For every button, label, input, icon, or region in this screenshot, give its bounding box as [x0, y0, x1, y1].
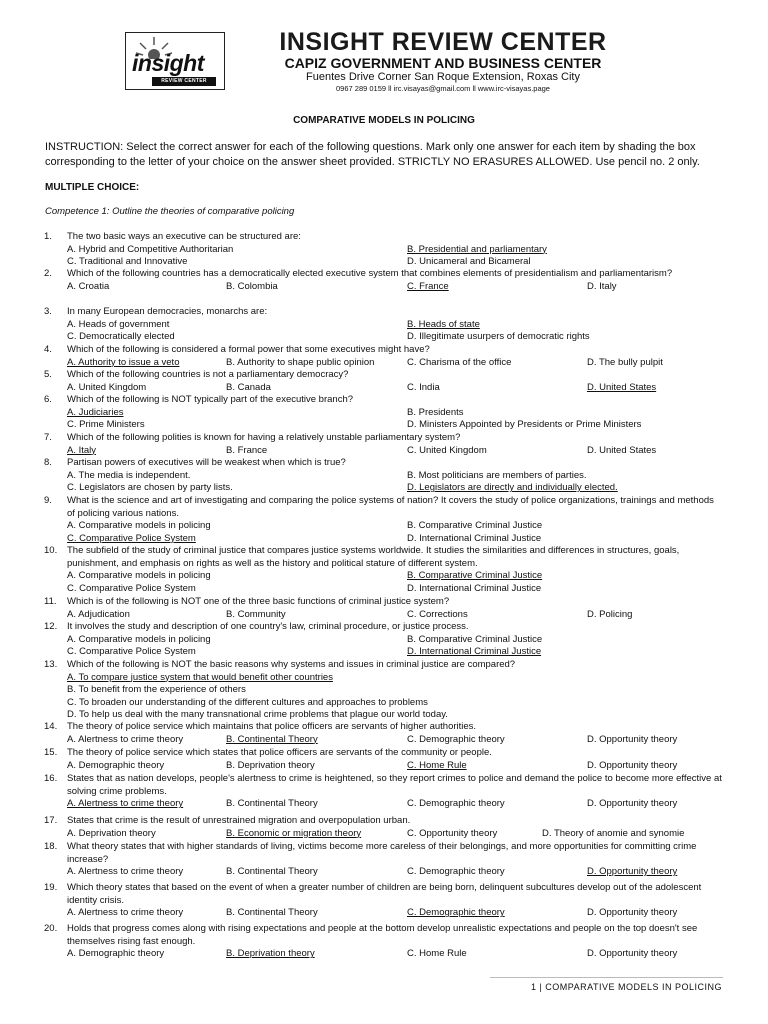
- options-row: [67, 256, 724, 269]
- answer-option: B. Continental Theory: [226, 907, 318, 919]
- answer-option: A. Croatia: [67, 280, 110, 292]
- question-number: 10.: [44, 545, 58, 556]
- answer-option: C. United Kingdom: [407, 444, 487, 456]
- options-row: [67, 533, 724, 546]
- question-stem: The subfield of the study of criminal justice that compares justice systems worldwide. It studies the similarities and differences in structures, goals, punishment, and emphasis on rights as well as the history and political stature of different system.: [67, 545, 680, 569]
- competence: Competence 1: Outline the theories of comparative policing: [45, 206, 295, 217]
- answer-option: D. Legislators are directly and individually elected.: [407, 482, 618, 494]
- question-item: [44, 747, 724, 772]
- question-stem: Which of the following is NOT the basic reasons why systems and issues in criminal justice are compared?: [67, 659, 516, 670]
- answer-option: C. Home Rule: [407, 948, 467, 960]
- org-name: INSIGHT REVIEW CENTER: [279, 28, 607, 56]
- answer-option: D. Italy: [587, 280, 617, 292]
- question-stem: Which is of the following is NOT one of the three basic functions of criminal justice system?: [67, 596, 450, 607]
- logo: [125, 32, 225, 90]
- question-number: 13.: [44, 659, 58, 670]
- options-row: [67, 907, 724, 920]
- question-stem: What theory states that with higher standards of living, victims become more careless of their belongings, and more opportunities for committing crime increase?: [67, 841, 697, 865]
- question-item: [44, 394, 724, 432]
- answer-option: B. Presidents: [407, 406, 464, 418]
- options-row: [67, 281, 724, 294]
- question-stem: Partisan powers of executives will be weakest when which is true?: [67, 457, 346, 468]
- answer-option: C. Charisma of the office: [407, 356, 512, 368]
- section-heading: MULTIPLE CHOICE:: [45, 182, 140, 193]
- answer-option: B. Colombia: [226, 280, 278, 292]
- answer-option: D. Ministers Appointed by Presidents or Prime Ministers: [407, 419, 642, 431]
- question-number: 2.: [44, 268, 52, 279]
- question-item: [44, 545, 724, 595]
- answer-option: C. Traditional and Innovative: [67, 256, 188, 268]
- answer-option: C. Comparative Police System: [67, 582, 196, 594]
- answer-option: B. Canada: [226, 381, 271, 393]
- answer-option: A. Comparative models in policing: [67, 633, 211, 645]
- answer-option: D. Opportunity theory: [587, 759, 678, 771]
- answer-option: B. Comparative Criminal Justice: [407, 520, 543, 532]
- options-row: [67, 828, 724, 841]
- answer-option: A. Demographic theory: [67, 948, 165, 960]
- options-row: [67, 470, 724, 483]
- question-stem: Holds that progress comes along with rising expectations and people at the bottom develop unrealistic expectations and people on the top doesn't see themselves rising fast enough.: [67, 923, 698, 947]
- options-row: [67, 798, 724, 811]
- answer-option: C. Demographic theory: [407, 798, 505, 810]
- question-item: [44, 841, 724, 879]
- answer-option: B. Economic or migration theory: [226, 827, 362, 839]
- answer-option: C. Opportunity theory: [407, 827, 498, 839]
- answer-option: D. Policing: [587, 608, 633, 620]
- org-address: Fuentes Drive Corner San Roque Extension, Roxas City: [306, 71, 580, 83]
- question-item: [44, 268, 724, 293]
- question-item: [44, 495, 724, 545]
- question-number: 20.: [44, 923, 58, 934]
- answer-option: B. Continental Theory: [226, 733, 318, 745]
- answer-option: A. The media is independent.: [67, 469, 191, 481]
- answer-option: A. Demographic theory: [67, 759, 165, 771]
- answer-option: A. To compare justice system that would benefit other countries: [67, 671, 333, 683]
- options-row: [67, 948, 724, 961]
- question-number: 17.: [44, 815, 58, 826]
- answer-option: B. Comparative Criminal Justice: [407, 633, 543, 645]
- question-stem: Which of the following countries is not a parliamentary democracy?: [67, 369, 349, 380]
- question-number: 18.: [44, 841, 58, 852]
- answer-option: B. Deprivation theory: [226, 759, 315, 771]
- question-item: [44, 773, 724, 811]
- question-number: 3.: [44, 306, 52, 317]
- question-item: [44, 659, 724, 722]
- answer-option: D. Opportunity theory: [587, 866, 678, 878]
- question-item: [44, 815, 724, 840]
- answer-option: A. United Kingdom: [67, 381, 147, 393]
- options-row: [67, 419, 724, 432]
- answer-option: C. Home Rule: [407, 759, 467, 771]
- options-row: [67, 319, 724, 332]
- question-stem: It involves the study and description of one country's law, criminal procedure, or justice process.: [67, 621, 469, 632]
- answer-option: D. Opportunity theory: [587, 948, 678, 960]
- org-contact: 0967 289 0159 ll irc.visayas@gmail.com ll www.irc-visayas.page: [336, 84, 550, 93]
- options-row: [67, 734, 724, 747]
- logo-subtitle: REVIEW CENTER: [152, 77, 216, 86]
- options-row: [67, 760, 724, 773]
- question-number: 11.: [44, 596, 57, 607]
- page-footer: 1 | COMPARATIVE MODELS IN POLICING: [530, 982, 722, 992]
- answer-option: D. United States: [587, 381, 657, 393]
- answer-option: A. Heads of government: [67, 318, 170, 330]
- question-item: [44, 432, 724, 457]
- answer-option: D. United States: [587, 444, 657, 456]
- options-row: [67, 520, 724, 533]
- answer-option: C. Prime Ministers: [67, 419, 145, 431]
- letterhead: [125, 28, 649, 94]
- answer-option: D. Unicameral and Bicameral: [407, 256, 531, 268]
- question-item: [44, 306, 724, 344]
- options-row: [67, 482, 724, 495]
- answer-option: B. Continental Theory: [226, 866, 318, 878]
- question-item: [44, 621, 724, 659]
- answer-option: A. Italy: [67, 444, 97, 456]
- answer-option: D. Theory of anomie and synomie: [542, 827, 685, 839]
- question-number: 16.: [44, 773, 58, 784]
- answer-option: B. Comparative Criminal Justice: [407, 570, 543, 582]
- question-stem: Which of the following polities is known for having a relatively unstable parliamentary system?: [67, 432, 461, 443]
- answer-option: A. Comparative models in policing: [67, 570, 211, 582]
- question-stem: Which of the following countries has a democratically elected executive system that combines elements of presidentialism and parliamentarism?: [67, 268, 673, 279]
- options-row: [67, 357, 724, 370]
- question-number: 12.: [44, 621, 58, 632]
- question-item: [44, 457, 724, 495]
- answer-option: C. Demographic theory: [407, 866, 505, 878]
- answer-option: B. Community: [226, 608, 286, 620]
- answer-option: D. International Criminal Justice: [407, 646, 542, 658]
- options-row: [67, 382, 724, 395]
- answer-option: A. Alertness to crime theory: [67, 733, 184, 745]
- answer-option: B. Continental Theory: [226, 798, 318, 810]
- org-subtitle: CAPIZ GOVERNMENT AND BUSINESS CENTER: [284, 55, 602, 71]
- answer-option: A. Adjudication: [67, 608, 130, 620]
- page-title: COMPARATIVE MODELS IN POLICING: [293, 115, 475, 126]
- options-row: [67, 609, 724, 622]
- question-stem: The two basic ways an executive can be structured are:: [67, 231, 301, 242]
- question-number: 7.: [44, 432, 52, 443]
- question-item: [44, 721, 724, 746]
- answer-option: B. To benefit from the experience of others: [67, 684, 246, 696]
- options-row: [67, 634, 724, 647]
- options-row: [67, 866, 724, 879]
- question-item: [44, 596, 724, 621]
- question-number: 6.: [44, 394, 52, 405]
- question-stem: Which of the following is considered a formal power that some executives might have?: [67, 344, 430, 355]
- answer-option: B. Authority to shape public opinion: [226, 356, 375, 368]
- question-stem: Which theory states that based on the event of when a greater number of children are being born, delinquent subcultures develop out of the adolescent identity crisis.: [67, 882, 702, 906]
- answer-option: A. Judiciaries: [67, 406, 124, 418]
- question-number: 4.: [44, 344, 52, 355]
- answer-option: C. India: [407, 381, 440, 393]
- answer-option: C. To broaden our understanding of the different cultures and approaches to problems: [67, 696, 428, 708]
- question-stem: States that crime is the result of unrestrained migration and overpopulation urban.: [67, 815, 411, 826]
- options-row: [67, 570, 724, 583]
- answer-option: C. Comparative Police System: [67, 532, 196, 544]
- question-number: 9.: [44, 495, 52, 506]
- question-stem: The theory of police service which states that police officers are servants of the community or people.: [67, 747, 492, 758]
- options-row: [67, 331, 724, 344]
- answer-option: A. Alertness to crime theory: [67, 866, 184, 878]
- answer-option: D. International Criminal Justice: [407, 582, 542, 594]
- question-stem: The theory of police service which maintains that police officers are servants of higher authorities.: [67, 721, 477, 732]
- answer-option: D. International Criminal Justice: [407, 532, 542, 544]
- question-number: 1.: [44, 231, 52, 242]
- answer-option: B. Deprivation theory: [226, 948, 315, 960]
- options-row: [67, 646, 724, 659]
- answer-option: D. Illegitimate usurpers of democratic rights: [407, 331, 590, 343]
- question-number: 5.: [44, 369, 52, 380]
- answer-option: D. Opportunity theory: [587, 733, 678, 745]
- answer-option: A. Hybrid and Competitive Authoritarian: [67, 243, 234, 255]
- answer-option: A. Deprivation theory: [67, 827, 156, 839]
- question-stem: States that as nation develops, people's alertness to crime is heightened, so they report crimes to police and demand the police to become more effective at solving crime problems.: [67, 773, 722, 797]
- answer-option: A. Alertness to crime theory: [67, 798, 184, 810]
- answer-option: C. Demographic theory: [407, 907, 505, 919]
- logo-word: insight: [132, 50, 204, 76]
- question-stem: What is the science and art of investigating and comparing the police systems of nation? It covers the study of police organizations, trainings and methods of policing various nations.: [67, 495, 714, 519]
- question-number: 8.: [44, 457, 52, 468]
- answer-option: C. Legislators are chosen by party lists.: [67, 482, 233, 494]
- answer-option: A. Authority to issue a veto: [67, 356, 180, 368]
- answer-option: D. To help us deal with the many transnational crime problems that plague our world today.: [67, 709, 448, 721]
- question-stem: In many European democracies, monarchs are:: [67, 306, 268, 317]
- question-item: [44, 344, 724, 369]
- question-item: [44, 882, 724, 920]
- options-row: [67, 244, 724, 257]
- answer-option: B. Presidential and parliamentary: [407, 243, 547, 255]
- answer-option: C. Demographic theory: [407, 733, 505, 745]
- answer-option: B. France: [226, 444, 268, 456]
- answer-option: D. Opportunity theory: [587, 798, 678, 810]
- question-number: 19.: [44, 882, 58, 893]
- options-row: [67, 583, 724, 596]
- answer-option: B. Most politicians are members of parties.: [407, 469, 587, 481]
- answer-option: A. Comparative models in policing: [67, 520, 211, 532]
- options-row: [67, 407, 724, 420]
- answer-option: D. Opportunity theory: [587, 907, 678, 919]
- question-number: 15.: [44, 747, 58, 758]
- question-stem: Which of the following is NOT typically part of the executive branch?: [67, 394, 354, 405]
- answer-option: B. Heads of state: [407, 318, 480, 330]
- footer-divider: [490, 977, 723, 978]
- instruction: INSTRUCTION: Select the correct answer for each of the following questions. Mark only one answer for each item by shading the box corresponding to the letter of your choice on the answer sheet provided. STRICTLY NO ERASURES ALLOWED. Use pencil no. 2 only.: [45, 141, 700, 168]
- answer-option: C. Corrections: [407, 608, 468, 620]
- answer-option: C. Democratically elected: [67, 331, 175, 343]
- answer-option: A. Alertness to crime theory: [67, 907, 184, 919]
- answer-option: C. Comparative Police System: [67, 646, 196, 658]
- options-row: [67, 445, 724, 458]
- answer-option: C. France: [407, 280, 449, 292]
- question-item: [44, 231, 724, 269]
- question-number: 14.: [44, 721, 58, 732]
- answer-option: D. The bully pulpit: [587, 356, 663, 368]
- question-item: [44, 923, 724, 961]
- question-item: [44, 369, 724, 394]
